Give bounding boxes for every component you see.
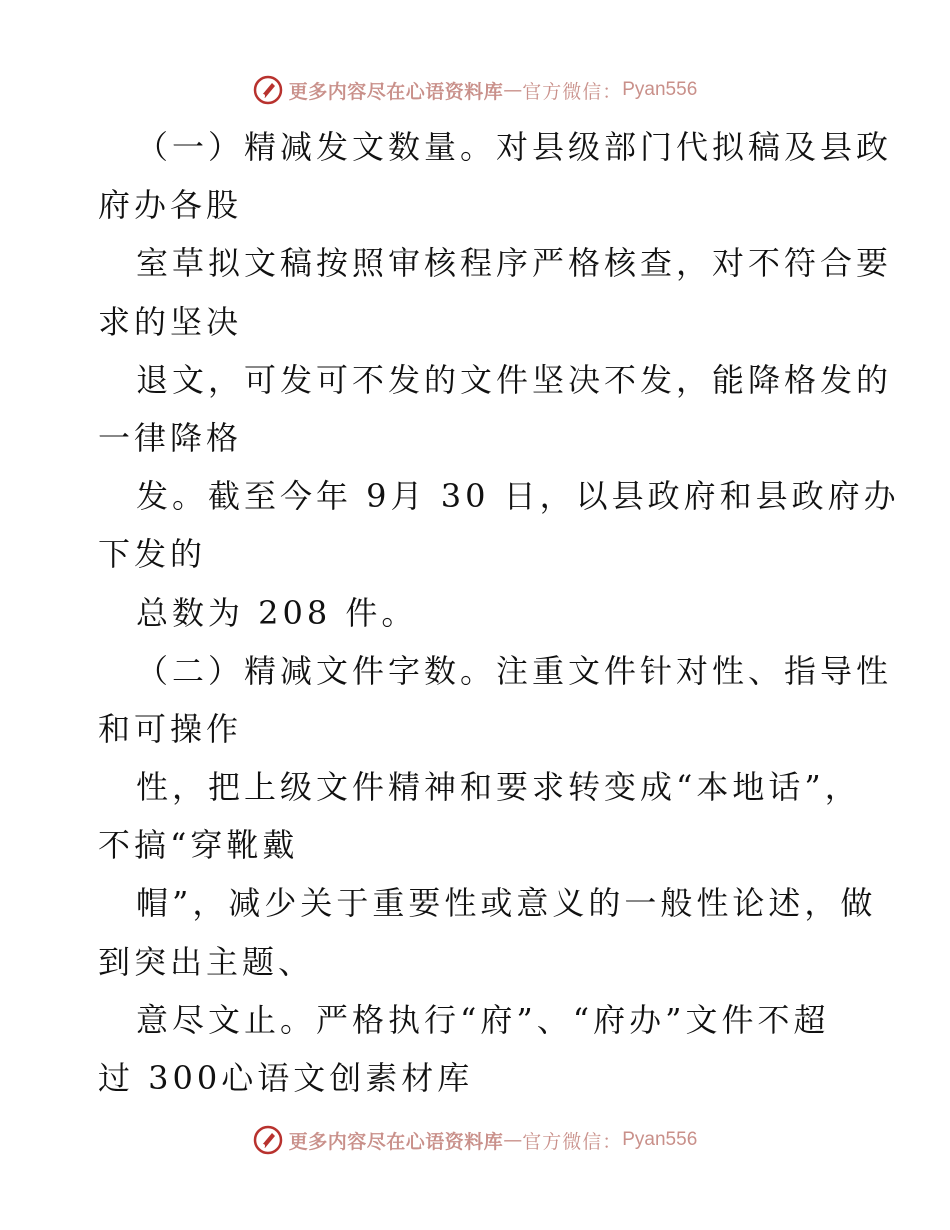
text-line: 室草拟文稿按照审核程序严格核查，对不符合要 xyxy=(136,244,893,283)
text-line: 帽”，减少关于重要性或意义的一般性论述，做 xyxy=(136,884,877,923)
banner-wechat-id: Pyan556 xyxy=(622,79,698,100)
text-line: 下发的 xyxy=(98,535,207,574)
text-line: 府办各股 xyxy=(98,186,243,225)
text-line: 发。截至今年 9月 30 日，以县政府和县政府办 xyxy=(136,477,900,516)
banner-wechat-label: 官方微信： xyxy=(522,1130,623,1153)
text-line: 求的坚决 xyxy=(98,302,243,341)
banner-separator: — xyxy=(503,1129,523,1151)
text-line: 过 300心语文创素材库 xyxy=(98,1059,474,1097)
pen-nib-logo-icon xyxy=(253,75,283,105)
text-line: （一）精减发文数量。对县级部门代拟稿及县政 xyxy=(136,128,893,166)
text-line: 到突出主题、 xyxy=(98,942,315,981)
banner-brand-text: 更多内容尽在心语资料库 xyxy=(288,1130,504,1153)
text-line: 不搞“穿靴戴 xyxy=(98,826,299,865)
banner-brand-text: 更多内容尽在心语资料库 xyxy=(288,80,504,103)
document-body xyxy=(98,118,900,1107)
header-watermark-banner xyxy=(0,70,950,110)
footer-watermark-banner xyxy=(0,1120,950,1160)
text-line: 性，把上级文件精神和要求转变成“本地话”， xyxy=(136,768,861,807)
text-line: 和可操作 xyxy=(98,709,243,748)
text-line: 一律降格 xyxy=(98,418,243,457)
text-line: （二）精减文件字数。注重文件针对性、指导性 xyxy=(136,651,893,690)
banner-wechat-label: 官方微信： xyxy=(522,80,623,103)
banner-wechat-id: Pyan556 xyxy=(622,1129,698,1150)
text-line: 退文，可发可不发的文件坚决不发，能降格发的 xyxy=(136,360,893,399)
text-line: 总数为 208 件。 xyxy=(136,593,418,632)
pen-nib-logo-icon xyxy=(253,1125,283,1155)
banner-separator: — xyxy=(503,79,523,101)
text-line: 意尽文止。严格执行“府”、“府办”文件不超 xyxy=(136,1000,830,1039)
